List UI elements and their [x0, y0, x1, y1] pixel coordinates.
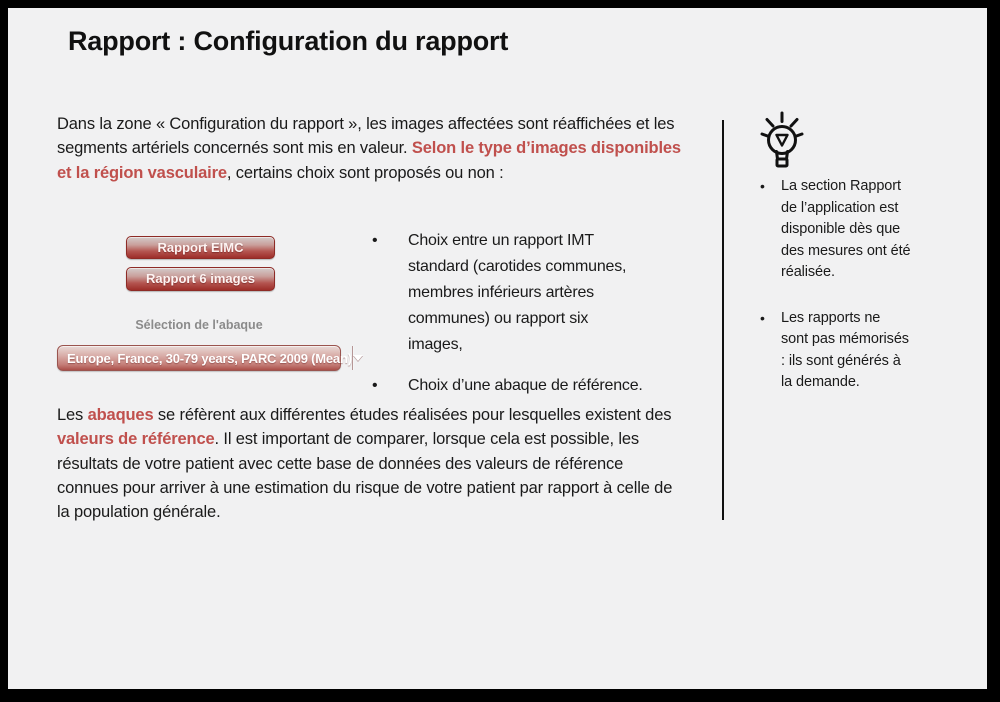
dropdown-arrow-button[interactable] — [352, 346, 363, 370]
list-item — [756, 176, 926, 284]
rapport-eimc-button[interactable]: Rapport EIMC — [126, 236, 275, 259]
abaque-selected-value: Europe, France, 30-79 years, PARC 2009 (Mean) — [67, 350, 352, 366]
lightbulb-icon — [754, 107, 810, 179]
abaques-highlight-1: abaques — [87, 406, 154, 424]
intro-text-2: , certains choix sont proposés ou non : — [226, 163, 504, 182]
intro-paragraph — [57, 112, 682, 185]
choices-list — [364, 228, 654, 399]
chevron-down-icon — [353, 355, 363, 361]
choice-text: Choix d’une abaque de référence. — [408, 377, 643, 394]
sidebar-divider — [722, 120, 724, 520]
slide — [8, 8, 987, 689]
abaques-paragraph — [57, 403, 682, 524]
tip-text: La section Rapport de l’application est disponible dès que des mesures ont été réalisée. — [781, 178, 911, 280]
abaque-select-dropdown[interactable] — [57, 345, 352, 371]
abaques-highlight-2: valeurs de référence — [57, 430, 215, 449]
list-item — [364, 373, 654, 399]
abaques-text-3: . Il est important de comparer, lorsque cela est possible, les résultats de votre patient avec cette base de données des valeurs de référence connues pour arriver à une estimation du risque de votre patient par rapport à celle de la population générale. — [57, 430, 673, 522]
choice-text: Choix entre un rapport IMT standard (carotides communes, membres inférieurs artères communes) ou rapport six images, — [408, 232, 627, 353]
abaque-selection-label: Sélection de l'abaque — [135, 318, 263, 332]
intro-highlight: Selon le type d’images disponibles et la région vasculaire — [57, 139, 681, 182]
tip-text: Les rapports ne sont pas mémorisés : ils sont générés à la demande. — [781, 309, 909, 390]
tips-list — [756, 176, 926, 394]
abaques-text-2: se réfèrent aux différentes études réalisées pour lesquelles existent des — [153, 406, 672, 424]
list-item — [364, 228, 654, 358]
intro-text-1: Dans la zone « Configuration du rapport », les images affectées sont réaffichées et les segments artériels concernés sont mis en valeur. — [57, 115, 675, 158]
rapport-6-images-button[interactable]: Rapport 6 images — [126, 267, 275, 291]
abaques-text-1: Les — [57, 406, 88, 424]
list-item — [756, 308, 926, 394]
page-title: Rapport : Configuration du rapport — [68, 26, 509, 56]
